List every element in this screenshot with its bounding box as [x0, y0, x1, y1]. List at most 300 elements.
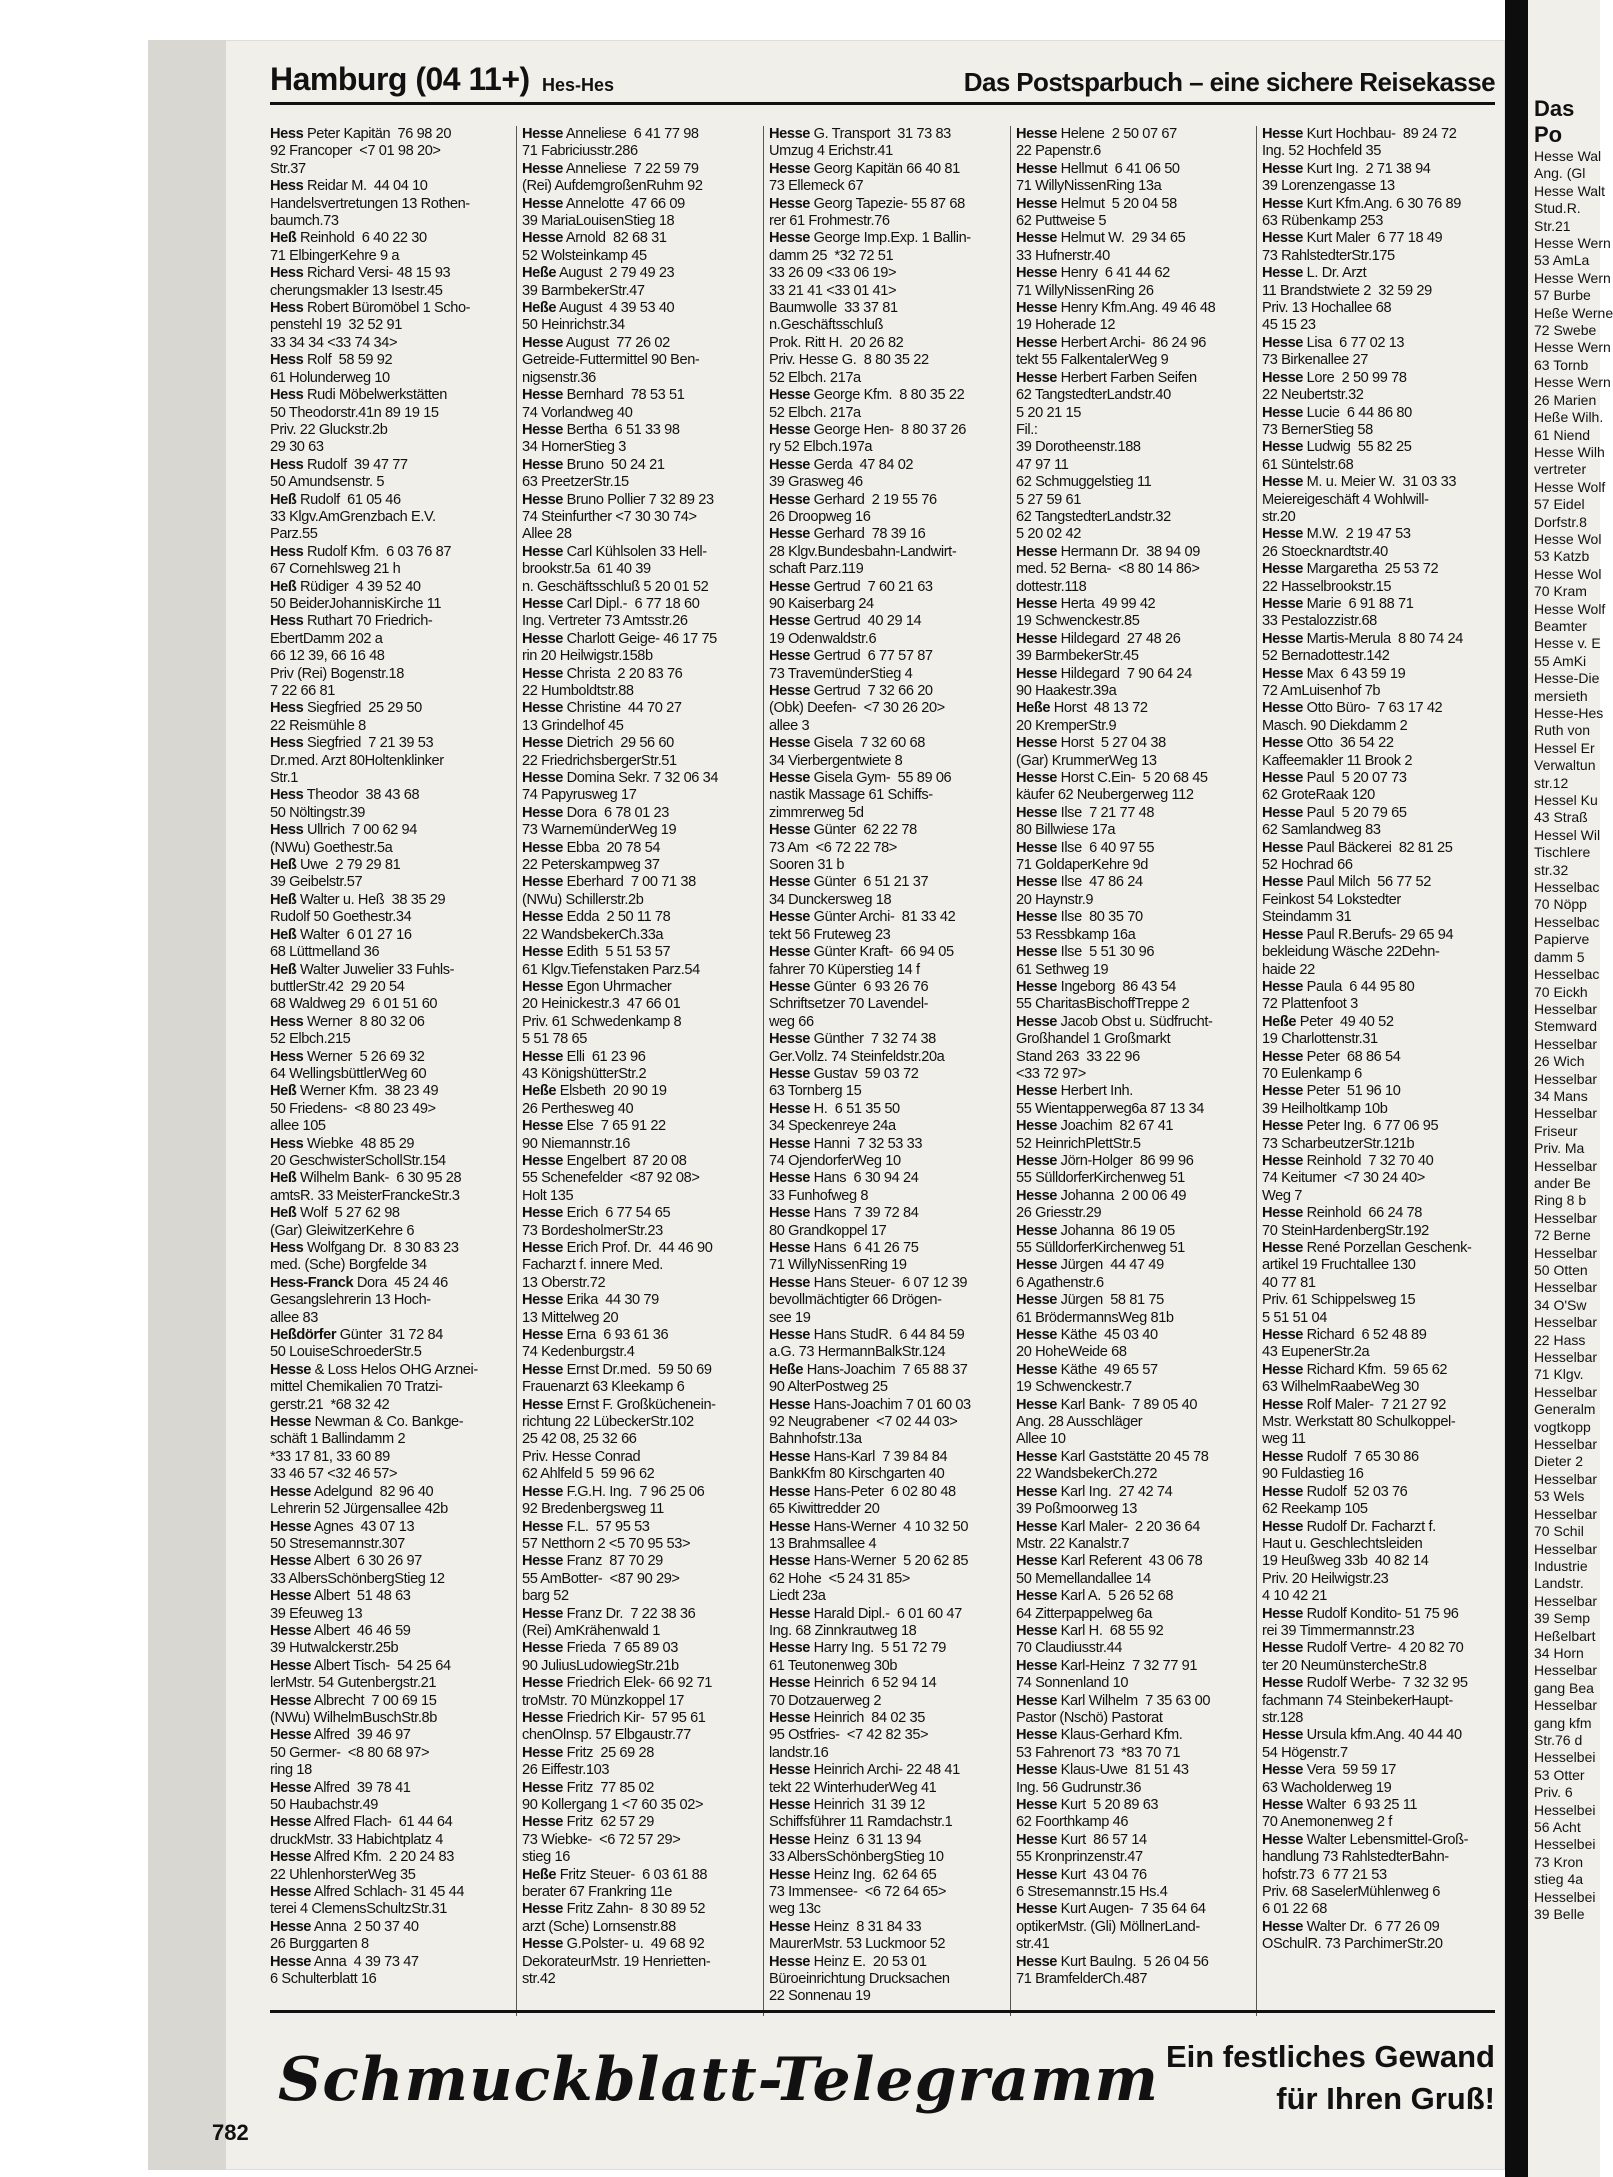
- directory-line: 71 GoldaperKehre 9d: [1016, 857, 1148, 874]
- directory-line: Hess Werner 5 26 69 32: [270, 1048, 425, 1065]
- directory-line: Fil.:: [1016, 421, 1038, 438]
- directory-line: Priv. 61 Schippelsweg 15: [1262, 1292, 1416, 1309]
- directory-line: 6 Schulterblatt 16: [270, 1971, 377, 1988]
- directory-line: 63 Wacholderweg 19: [1262, 1779, 1392, 1796]
- directory-line: Heße Peter 49 40 52: [1262, 1013, 1394, 1030]
- directory-line: 71 WillyNissenRing 19: [769, 1257, 907, 1274]
- directory-line: Hesse Alfred Schlach- 31 45 44: [270, 1884, 465, 1901]
- directory-line: Priv. 61 Schwedenkamp 8: [522, 1013, 682, 1030]
- next-page-line: str.12: [1534, 774, 1569, 791]
- directory-line: 22 UhlenhorsterWeg 35: [270, 1866, 416, 1883]
- directory-line: Hess Peter Kapitän 76 98 20: [270, 126, 452, 142]
- next-page-line: Hesselbar: [1534, 1383, 1598, 1400]
- directory-line: Hesse Rolf Maler- 7 21 27 92: [1262, 1396, 1446, 1413]
- directory-line: Meiereigeschäft 4 Wohlwill-: [1262, 491, 1429, 508]
- next-page-line: 73 Kron: [1534, 1853, 1584, 1870]
- directory-line: 20 GeschwisterSchollStr.154: [270, 1152, 446, 1169]
- directory-line: Hesse Reinhold 7 32 70 40: [1262, 1152, 1434, 1169]
- directory-line: Hesse Hans 6 41 26 75: [769, 1240, 919, 1256]
- directory-line: Hesse René Porzellan Geschenk-: [1262, 1240, 1472, 1256]
- next-page-line: vertreter: [1534, 461, 1587, 478]
- directory-line: 43 EupenerStr.2a: [1262, 1344, 1370, 1361]
- directory-line: Hesse G.Polster- u. 49 68 92: [522, 1936, 705, 1953]
- directory-line: Hesse Eberhard 7 00 71 38: [522, 874, 696, 891]
- directory-line: baumch.73: [270, 213, 339, 230]
- directory-line: fahrer 70 Küperstieg 14 f: [769, 961, 920, 978]
- directory-line: Hesse Karl Gaststätte 20 45 78: [1016, 1448, 1209, 1465]
- directory-line: OSchulR. 73 ParchimerStr.20: [1262, 1936, 1443, 1953]
- directory-line: Prok. Ritt H. 20 26 82: [769, 334, 904, 351]
- next-page-line: Str.21: [1534, 217, 1571, 234]
- directory-line: Hesse & Loss Helos OHG Arznei-: [270, 1361, 478, 1378]
- directory-line: Hesse Ilse 5 51 30 96: [1016, 944, 1155, 961]
- directory-line: Priv. 20 Heilwigstr.23: [1262, 1570, 1389, 1587]
- next-page-line: 50 Otten: [1534, 1262, 1588, 1278]
- directory-line: 52 Bernadottestr.142: [1262, 648, 1390, 665]
- directory-line: 13 Grindelhof 45: [522, 717, 624, 734]
- telegram-ad-banner: Schmuckblatt-Telegramm: [278, 2045, 1160, 2115]
- directory-line: 73 Ellemeck 67: [769, 178, 864, 195]
- directory-line: 73 ScharbeutzerStr.121b: [1262, 1135, 1415, 1152]
- directory-line: fachmann 74 SteinbekerHaupt-: [1262, 1692, 1453, 1709]
- directory-line: 62 Puttweise 5: [1016, 213, 1107, 230]
- directory-line: Heß Wilhelm Bank- 6 30 95 28: [270, 1170, 462, 1187]
- next-page-line: Tischlere: [1534, 844, 1591, 861]
- directory-line: Hesse Hans Steuer- 6 07 12 39: [769, 1274, 968, 1291]
- directory-line: 74 Steinfurther <7 30 30 74>: [522, 508, 697, 525]
- directory-line: Hesse Alfred 39 78 41: [270, 1779, 411, 1796]
- directory-line: Hesse Ernst Dr.med. 59 50 69: [522, 1361, 712, 1378]
- directory-line: 74 OjendorferWeg 10: [769, 1152, 901, 1169]
- directory-line: 26 Perthesweg 40: [522, 1100, 634, 1117]
- next-page-line: Hesselbar: [1534, 1157, 1598, 1174]
- next-page-line: Hesse v. E: [1534, 635, 1601, 652]
- directory-line: 71 WillyNissenRing 13a: [1016, 178, 1162, 195]
- directory-line: 19 Heußweg 33b 40 82 14: [1262, 1553, 1429, 1570]
- directory-line: 26 Griesstr.29: [1016, 1205, 1102, 1222]
- directory-line: 39 BarmbekerStr.45: [1016, 648, 1139, 665]
- next-page-line: Hesselbei: [1534, 1749, 1596, 1766]
- directory-line: 90 Niemannstr.16: [522, 1135, 630, 1152]
- directory-line: 54 Högenstr.7: [1262, 1744, 1348, 1761]
- next-page-line: Priv. Ma: [1534, 1140, 1585, 1157]
- directory-line: Hesse Hans StudR. 6 44 84 59: [769, 1327, 965, 1344]
- directory-line: 26 Droopweg 16: [769, 508, 871, 525]
- directory-line: 50 Germer- <8 80 68 97>: [270, 1744, 430, 1761]
- footer-rule: [270, 2010, 1495, 2013]
- directory-line: 70 Eulenkamp 6: [1262, 1065, 1362, 1082]
- directory-line: Hesse Johanna 86 19 05: [1016, 1222, 1175, 1239]
- next-page-line: Str.76 d: [1534, 1731, 1583, 1748]
- directory-line: 67 Cornehlsweg 21 h: [270, 561, 401, 578]
- directory-line: Hesse Franz 87 70 29: [522, 1553, 663, 1570]
- directory-line: Hess Wiebke 48 85 29: [270, 1135, 415, 1152]
- directory-line: Sooren 31 b: [769, 857, 845, 874]
- directory-line: Hesse Ernst F. Großkücheneіn-: [522, 1396, 716, 1413]
- directory-line: 28 Klgv.Bundesbahn-Landwirt-: [769, 543, 957, 560]
- directory-line: Hesse Gertrud 6 77 57 87: [769, 648, 933, 665]
- directory-line: Hesse Jürgen 58 81 75: [1016, 1292, 1164, 1309]
- directory-line: 52 Wolsteinkamp 45: [522, 247, 647, 264]
- directory-line: Hesse Hans-Joachim 7 01 60 03: [769, 1396, 971, 1413]
- directory-line: 22 Reismühle 8: [270, 717, 366, 734]
- next-page-line: Hesselbac: [1534, 966, 1600, 983]
- directory-line: Hesse Gisela Gym- 55 89 06: [769, 770, 952, 787]
- directory-column-2: [516, 126, 766, 2016]
- directory-line: 13 Mittelweg 20: [522, 1309, 619, 1326]
- directory-line: Hess Rudolf 39 47 77: [270, 456, 408, 473]
- header-slogan: Das Postsparbuch – eine sichere Reisekasse: [963, 67, 1495, 97]
- directory-line: Schiffsführer 11 Ramdachstr.1: [769, 1814, 953, 1831]
- directory-line: 5 51 78 65: [522, 1031, 587, 1048]
- directory-line: 29 30 63: [270, 439, 324, 456]
- directory-line: dottestr.118: [1016, 578, 1087, 595]
- next-page-line: Hesselbar: [1534, 1436, 1598, 1453]
- directory-line: 62 TangstedterLandstr.32: [1016, 508, 1171, 525]
- directory-column-3: [763, 126, 1013, 2016]
- directory-line: 63 WilhelmRaabeWeg 30: [1262, 1379, 1419, 1396]
- next-page-line: Hesselbar: [1534, 1349, 1598, 1366]
- directory-line: Hesse Vera 59 59 17: [1262, 1762, 1397, 1779]
- directory-line: Hesse Peter Ing. 6 77 06 95: [1262, 1118, 1439, 1135]
- directory-line: 73 TravemünderStieg 4: [769, 665, 913, 682]
- directory-line: Allee 10: [1016, 1431, 1066, 1448]
- directory-line: Hesse Kurt Augen- 7 35 64 64: [1016, 1901, 1206, 1918]
- directory-line: 53 Fahrenort 73 *83 70 71: [1016, 1744, 1181, 1761]
- directory-line: Hesse Otto Büro- 7 63 17 42: [1262, 700, 1443, 717]
- directory-line: Hesse Erna 6 93 61 36: [522, 1327, 669, 1344]
- directory-line: 50 BeiderJohannisKirche 11: [270, 595, 442, 612]
- directory-line: str.42: [522, 1971, 556, 1988]
- directory-line: Hesse Joachim 82 67 41: [1016, 1118, 1174, 1135]
- next-page-line: str.32: [1534, 861, 1569, 878]
- directory-line: Heß Wolf 5 27 62 98: [270, 1205, 400, 1222]
- directory-line: 26 Stoecknardtstr.40: [1262, 543, 1388, 560]
- directory-line: 92 Neugrabener <7 02 44 03>: [769, 1414, 958, 1431]
- directory-line: schaft Parz.119: [769, 561, 864, 578]
- next-page-line: Hesse Wern: [1534, 235, 1611, 252]
- directory-line: Hesse Domina Sekr. 7 32 06 34: [522, 770, 719, 787]
- directory-line: Hesse Gertrud 7 32 66 20: [769, 683, 933, 699]
- next-page-line: 57 Eidel: [1534, 496, 1585, 513]
- directory-line: Hess Theodor 38 43 68: [270, 787, 420, 804]
- directory-line: Hesse Walter Lebensmittel-Groß-: [1262, 1831, 1469, 1848]
- directory-line: Hesse Kurt 86 57 14: [1016, 1831, 1147, 1848]
- directory-line: Hesse Ilse 47 86 24: [1016, 874, 1143, 891]
- directory-line: bekleidung Wäsche 22Dehn-: [1262, 944, 1440, 961]
- directory-line: Hesse Edda 2 50 11 78: [522, 909, 671, 926]
- next-page-line: Hessel Ku: [1534, 792, 1598, 809]
- directory-line: Hesse Erika 44 30 79: [522, 1292, 659, 1309]
- directory-line: nastik Massage 61 Schiffs-: [769, 787, 933, 804]
- next-page-line: stieg 4a: [1534, 1871, 1584, 1888]
- directory-line: 50 Theodorstr.41n 89 19 15: [270, 404, 439, 421]
- directory-line: Pastor (Nschö) Pastorat: [1016, 1709, 1163, 1726]
- directory-line: 95 Ostfries- <7 42 82 35>: [769, 1727, 929, 1744]
- directory-line: 73 Wiebke- <6 72 57 29>: [522, 1831, 681, 1848]
- directory-line: Hesse Karl Maler- 2 20 36 64: [1016, 1518, 1200, 1535]
- directory-line: damm 25 *32 72 51: [769, 247, 894, 264]
- directory-line: ry 52 Elbch.197a: [769, 439, 873, 456]
- directory-line: Hesse Ilse 80 35 70: [1016, 909, 1143, 926]
- directory-line: Hesse Ebba 20 78 54: [522, 839, 661, 856]
- directory-line: Hesse Kurt Baulng. 5 26 04 56: [1016, 1953, 1209, 1970]
- directory-line: 62 Ahlfeld 5 59 96 62: [522, 1466, 655, 1483]
- next-page-line: 61 Niend: [1534, 426, 1591, 443]
- directory-line: cherungsmakler 13 Isestr.45: [270, 282, 443, 299]
- next-page-line: Hesse Wol: [1534, 565, 1602, 582]
- directory-line: Hesse Kurt Maler 6 77 18 49: [1262, 230, 1443, 247]
- directory-line: Hesse Hans 7 39 72 84: [769, 1205, 919, 1222]
- directory-line: 33 34 34 <33 74 34>: [270, 334, 398, 351]
- directory-line: Hesse Karl A. 5 26 52 68: [1016, 1588, 1174, 1605]
- directory-line: Heße Fritz Steuer- 6 03 61 88: [522, 1866, 708, 1883]
- directory-line: Rudolf 50 Goethestr.34: [270, 909, 412, 926]
- directory-line: 33 Klgv.AmGrenzbach E.V.: [270, 508, 436, 525]
- directory-line: Hesse Otto 36 54 22: [1262, 735, 1394, 752]
- next-page-line: Heße Werne: [1534, 304, 1613, 321]
- directory-line: Priv (Rei) Bogenstr.18: [270, 665, 404, 682]
- directory-line: 52 Hochrad 66: [1262, 857, 1353, 874]
- directory-line: Masch. 90 Diekdamm 2: [1262, 717, 1408, 734]
- directory-line: 52 Elbch.215: [270, 1031, 351, 1048]
- directory-line: tekt 56 Fruteweg 23: [769, 926, 891, 943]
- directory-line: Hesse Horst 5 27 04 38: [1016, 735, 1166, 752]
- directory-line: 55 Kronprinzenstr.47: [1016, 1849, 1143, 1866]
- directory-line: Hesse Karl Ing. 27 42 74: [1016, 1483, 1173, 1500]
- next-page-line: Hesselbac: [1534, 913, 1600, 930]
- directory-line: Hesse M. u. Meier W. 31 03 33: [1262, 474, 1457, 491]
- directory-line: Hesse Paul 5 20 07 73: [1262, 770, 1407, 787]
- directory-line: 73 Immensee- <6 72 64 65>: [769, 1884, 947, 1901]
- directory-line: Hesse Gertrud 40 29 14: [769, 613, 922, 630]
- directory-line: allee 105: [270, 1118, 326, 1135]
- directory-line: Getreide-Futtermittel 90 Ben-: [522, 352, 700, 369]
- directory-line: Steindamm 31: [1262, 909, 1352, 926]
- directory-line: Hesse Harald Dipl.- 6 01 60 47: [769, 1605, 962, 1622]
- directory-line: Hesse Klaus-Uwe 81 51 43: [1016, 1762, 1189, 1779]
- next-page-line: ander Be: [1534, 1174, 1591, 1191]
- directory-line: Hesse Gustav 59 03 72: [769, 1065, 919, 1082]
- directory-line: Hesse Karl Wilhelm 7 35 63 00: [1016, 1692, 1211, 1709]
- directory-line: Hesse Richard 6 52 48 89: [1262, 1327, 1427, 1344]
- directory-line: 72 AmLuisenhof 7b: [1262, 683, 1381, 699]
- directory-line: Hesse Hans-Werner 4 10 32 50: [769, 1518, 969, 1535]
- directory-line: 34 Speckenreye 24a: [769, 1118, 896, 1135]
- directory-line: Hess Rolf 58 59 92: [270, 352, 393, 369]
- directory-line: 4 10 42 21: [1262, 1588, 1327, 1605]
- directory-line: arzt (Sche) Lornsenstr.88: [522, 1918, 676, 1935]
- next-page-line: 26 Marien: [1534, 391, 1597, 408]
- directory-line: 25 42 08, 25 32 66: [522, 1431, 637, 1448]
- directory-line: Baumwolle 33 37 81: [769, 300, 898, 317]
- directory-line: käufer 62 Neubergerweg 112: [1016, 787, 1194, 804]
- next-page-line: gang Bea: [1534, 1679, 1594, 1696]
- directory-line: Hesse Max 6 43 59 19: [1262, 665, 1406, 682]
- directory-line: Hesse Bernhard 78 53 51: [522, 387, 685, 404]
- directory-line: penstehl 19 32 52 91: [270, 317, 402, 334]
- directory-line: Heß Walter u. Heß 38 35 29: [270, 891, 446, 908]
- directory-line: Hesse Peter 51 96 10: [1262, 1083, 1401, 1100]
- directory-line: Heßdörfer Günter 31 72 84: [270, 1327, 443, 1344]
- directory-line: 74 Kedenburgstr.4: [522, 1344, 635, 1361]
- directory-line: bevollmächtigter 66 Drögen-: [769, 1292, 942, 1309]
- directory-line: richtung 22 LübeckerStr.102: [522, 1414, 694, 1431]
- directory-line: Heße Hans-Joachim 7 65 88 37: [769, 1361, 968, 1378]
- directory-line: med. 52 Berna- <8 80 14 86>: [1016, 561, 1200, 578]
- directory-line: 70 Anemonenweg 2 f: [1262, 1814, 1392, 1831]
- directory-line: Str.1: [270, 770, 299, 787]
- directory-line: Hesse Albert 6 30 26 97: [270, 1553, 422, 1570]
- directory-line: 57 Netthorn 2 <5 70 95 53>: [522, 1535, 691, 1552]
- directory-line: Kaffeemakler 11 Brook 2: [1262, 752, 1413, 769]
- directory-line: 6 01 22 68: [1262, 1901, 1327, 1918]
- directory-line: Hess Ullrich 7 00 62 94: [270, 822, 417, 839]
- directory-line: 26 Burggarten 8: [270, 1936, 369, 1953]
- next-page-line: Hesse Wol: [1534, 530, 1602, 547]
- next-page-line: Hesse-Hes: [1534, 705, 1604, 721]
- next-page-line: Beamter: [1534, 617, 1587, 634]
- directory-line: Hesse Anna 2 50 37 40: [270, 1918, 419, 1935]
- directory-line: Hesse Carl Kühlsolen 33 Hell-: [522, 543, 707, 560]
- directory-line: Hesse Henry Kfm.Ang. 49 46 48: [1016, 300, 1216, 317]
- directory-line: Haut u. Geschlechtsleiden: [1262, 1535, 1423, 1552]
- next-page-line: Hesselbar: [1534, 1105, 1598, 1122]
- directory-line: BankKfm 80 Kirschgarten 40: [769, 1466, 945, 1483]
- directory-line: 90 Fuldastieg 16: [1262, 1466, 1364, 1483]
- directory-line: Hesse Kurt Kfm.Ang. 6 30 76 89: [1262, 195, 1461, 212]
- directory-line: Allee 28: [522, 526, 572, 543]
- directory-line: Hesse Paul Milch 56 77 52: [1262, 874, 1431, 891]
- directory-line: tekt 55 FalkentalerWeg 9: [1016, 352, 1169, 369]
- directory-line: Hesse George Kfm. 8 80 35 22: [769, 387, 965, 404]
- next-page-line: Ring 8 b: [1534, 1192, 1587, 1209]
- next-page-line: Hesselbei: [1534, 1801, 1596, 1818]
- directory-line: Hesse Charlott Geige- 46 17 75: [522, 630, 717, 647]
- directory-line: Heß Uwe 2 79 29 81: [270, 857, 401, 874]
- directory-line: gerstr.21 *68 32 42: [270, 1396, 390, 1413]
- next-page-line: Friseur: [1534, 1122, 1578, 1139]
- directory-line: Hesse M.W. 2 19 47 53: [1262, 526, 1411, 543]
- directory-line: 71 BramfelderCh.487: [1016, 1971, 1148, 1988]
- directory-line: Hesse Gerda 47 84 02: [769, 456, 914, 473]
- directory-line: 5 27 59 61: [1016, 491, 1081, 508]
- directory-line: Hesse Paul R.Berufs- 29 65 94: [1262, 926, 1454, 943]
- directory-line: Hesse Gisela 7 32 60 68: [769, 735, 925, 752]
- directory-line: str.20: [1262, 508, 1296, 525]
- directory-line: 39 Lorenzengasse 13: [1262, 178, 1395, 195]
- directory-line: 52 HeinrichPlettStr.5: [1016, 1135, 1141, 1152]
- next-page-line: 22 Hass: [1534, 1331, 1586, 1348]
- next-page-line: Hesselbar: [1534, 1070, 1598, 1087]
- next-page-line: Hesselbar: [1534, 1035, 1598, 1052]
- directory-line: Hesse George Hen- 8 80 37 26: [769, 421, 966, 438]
- directory-line: weg 66: [769, 1013, 814, 1030]
- directory-line: 13 Oberstr.72: [522, 1274, 606, 1291]
- directory-line: Hesse Friedrich Elek- 66 92 71: [522, 1675, 713, 1692]
- directory-line: Heß Walter 6 01 27 16: [270, 926, 412, 943]
- directory-line: 74 Vorlandweg 40: [522, 404, 633, 421]
- next-page-line: Hesse Wern: [1534, 374, 1611, 391]
- next-page-line: 53 AmLa: [1534, 252, 1590, 269]
- directory-line: Hesse Horst C.Ein- 5 20 68 45: [1016, 770, 1208, 787]
- directory-line: Hesse Ludwig 55 82 25: [1262, 439, 1412, 456]
- directory-line: Hesse Günter 6 93 26 76: [769, 978, 929, 995]
- directory-line: Umzug 4 Erichstr.41: [769, 143, 893, 160]
- directory-line: Heß Rüdiger 4 39 52 40: [270, 578, 421, 595]
- directory-line: Hesse Fritz 62 57 29: [522, 1814, 654, 1831]
- directory-column-4: [1010, 126, 1260, 2016]
- directory-line: 62 Hohe <5 24 31 85>: [769, 1570, 910, 1587]
- directory-line: Hesse Helene 2 50 07 67: [1016, 126, 1177, 142]
- directory-line: 22 WandsbekerCh.33a: [522, 926, 664, 943]
- directory-line: 6 Stresemannstr.15 Hs.4: [1016, 1884, 1168, 1901]
- directory-line: 34 Dunckersweg 18: [769, 891, 892, 908]
- directory-line: Weg 7: [1262, 1187, 1302, 1204]
- directory-line: lerMstr. 54 Gutenbergstr.21: [270, 1675, 437, 1692]
- directory-line: Hesse Helmut 5 20 04 58: [1016, 195, 1177, 212]
- directory-line: allee 3: [769, 717, 810, 734]
- directory-line: rei 39 Timmermannstr.23: [1262, 1622, 1415, 1639]
- directory-line: Hesse Hans-Werner 5 20 62 85: [769, 1553, 969, 1570]
- directory-line: 65 Kiwittredder 20: [769, 1501, 880, 1518]
- next-page-line: Hesselbar: [1534, 1470, 1598, 1487]
- directory-line: 39 BarmbekerStr.47: [522, 282, 645, 299]
- directory-line: 33 Pestalozzistr.68: [1262, 613, 1377, 630]
- directory-line: Hesse Heinz 6 31 13 94: [769, 1831, 922, 1848]
- directory-line: Priv. 22 Gluckstr.2b: [270, 421, 388, 438]
- directory-line: 39 Poßmoorweg 13: [1016, 1501, 1137, 1518]
- directory-line: 55 AmBotter- <87 90 29>: [522, 1570, 680, 1587]
- next-page-line: Verwaltun: [1534, 757, 1596, 774]
- next-page-line: 70 Eickh: [1534, 983, 1588, 1000]
- next-page-line: Hesselbac: [1534, 879, 1600, 896]
- directory-line: Hesse Käthe 45 03 40: [1016, 1327, 1158, 1344]
- directory-line: zimmrerweg 5d: [769, 804, 864, 821]
- directory-line: 92 Francoper <7 01 98 20>: [270, 143, 441, 160]
- directory-line: Hesse Fritz 77 85 02: [522, 1779, 654, 1796]
- directory-line: DekorateurMstr. 19 Henrietten-: [522, 1953, 711, 1970]
- next-page-line: 56 Acht: [1534, 1819, 1581, 1835]
- directory-line: Hesse Martis-Merula 8 80 74 24: [1262, 630, 1463, 647]
- directory-line: Hesse Georg Tapezie- 55 87 68: [769, 195, 965, 212]
- directory-line: 5 20 02 42: [1016, 526, 1081, 543]
- directory-line: Heß Rudolf 61 05 46: [270, 491, 401, 508]
- directory-line: Holt 135: [522, 1187, 574, 1204]
- next-page-line: Hesselbar: [1534, 1000, 1598, 1017]
- directory-line: 5 20 21 15: [1016, 404, 1081, 421]
- directory-line: Priv. 13 Hochallee 68: [1262, 300, 1392, 317]
- directory-line: Ing. 52 Hochfeld 35: [1262, 143, 1381, 160]
- directory-line: Hesse Fritz 25 69 28: [522, 1744, 654, 1761]
- directory-line: Ing. Vertreter 73 Amtsstr.26: [522, 613, 688, 630]
- directory-line: Hesse Carl Dipl.- 6 77 18 60: [522, 595, 700, 612]
- directory-line: Hesse Engelbert 87 20 08: [522, 1152, 687, 1169]
- directory-line: 73 Birkenallee 27: [1262, 352, 1368, 369]
- directory-line: Hesse F.G.H. Ing. 7 96 25 06: [522, 1483, 705, 1500]
- next-page-line: Hesselbar: [1534, 1662, 1598, 1679]
- directory-line: Hess Wolfgang Dr. 8 30 83 23: [270, 1240, 459, 1256]
- directory-line: Hesse Herta 49 99 42: [1016, 595, 1156, 612]
- directory-line: Hesse Albert 51 48 63: [270, 1588, 411, 1605]
- directory-line: 19 Schwenckestr.7: [1016, 1379, 1132, 1396]
- directory-line: Parz.55: [270, 526, 318, 543]
- directory-line: 61 Süntelstr.68: [1262, 456, 1354, 473]
- next-page-line: Hesse-Die: [1534, 670, 1600, 687]
- page-header: [270, 62, 1495, 105]
- directory-line: 20 KremperStr.9: [1016, 717, 1117, 734]
- directory-line: hofstr.73 6 77 21 53: [1262, 1866, 1387, 1883]
